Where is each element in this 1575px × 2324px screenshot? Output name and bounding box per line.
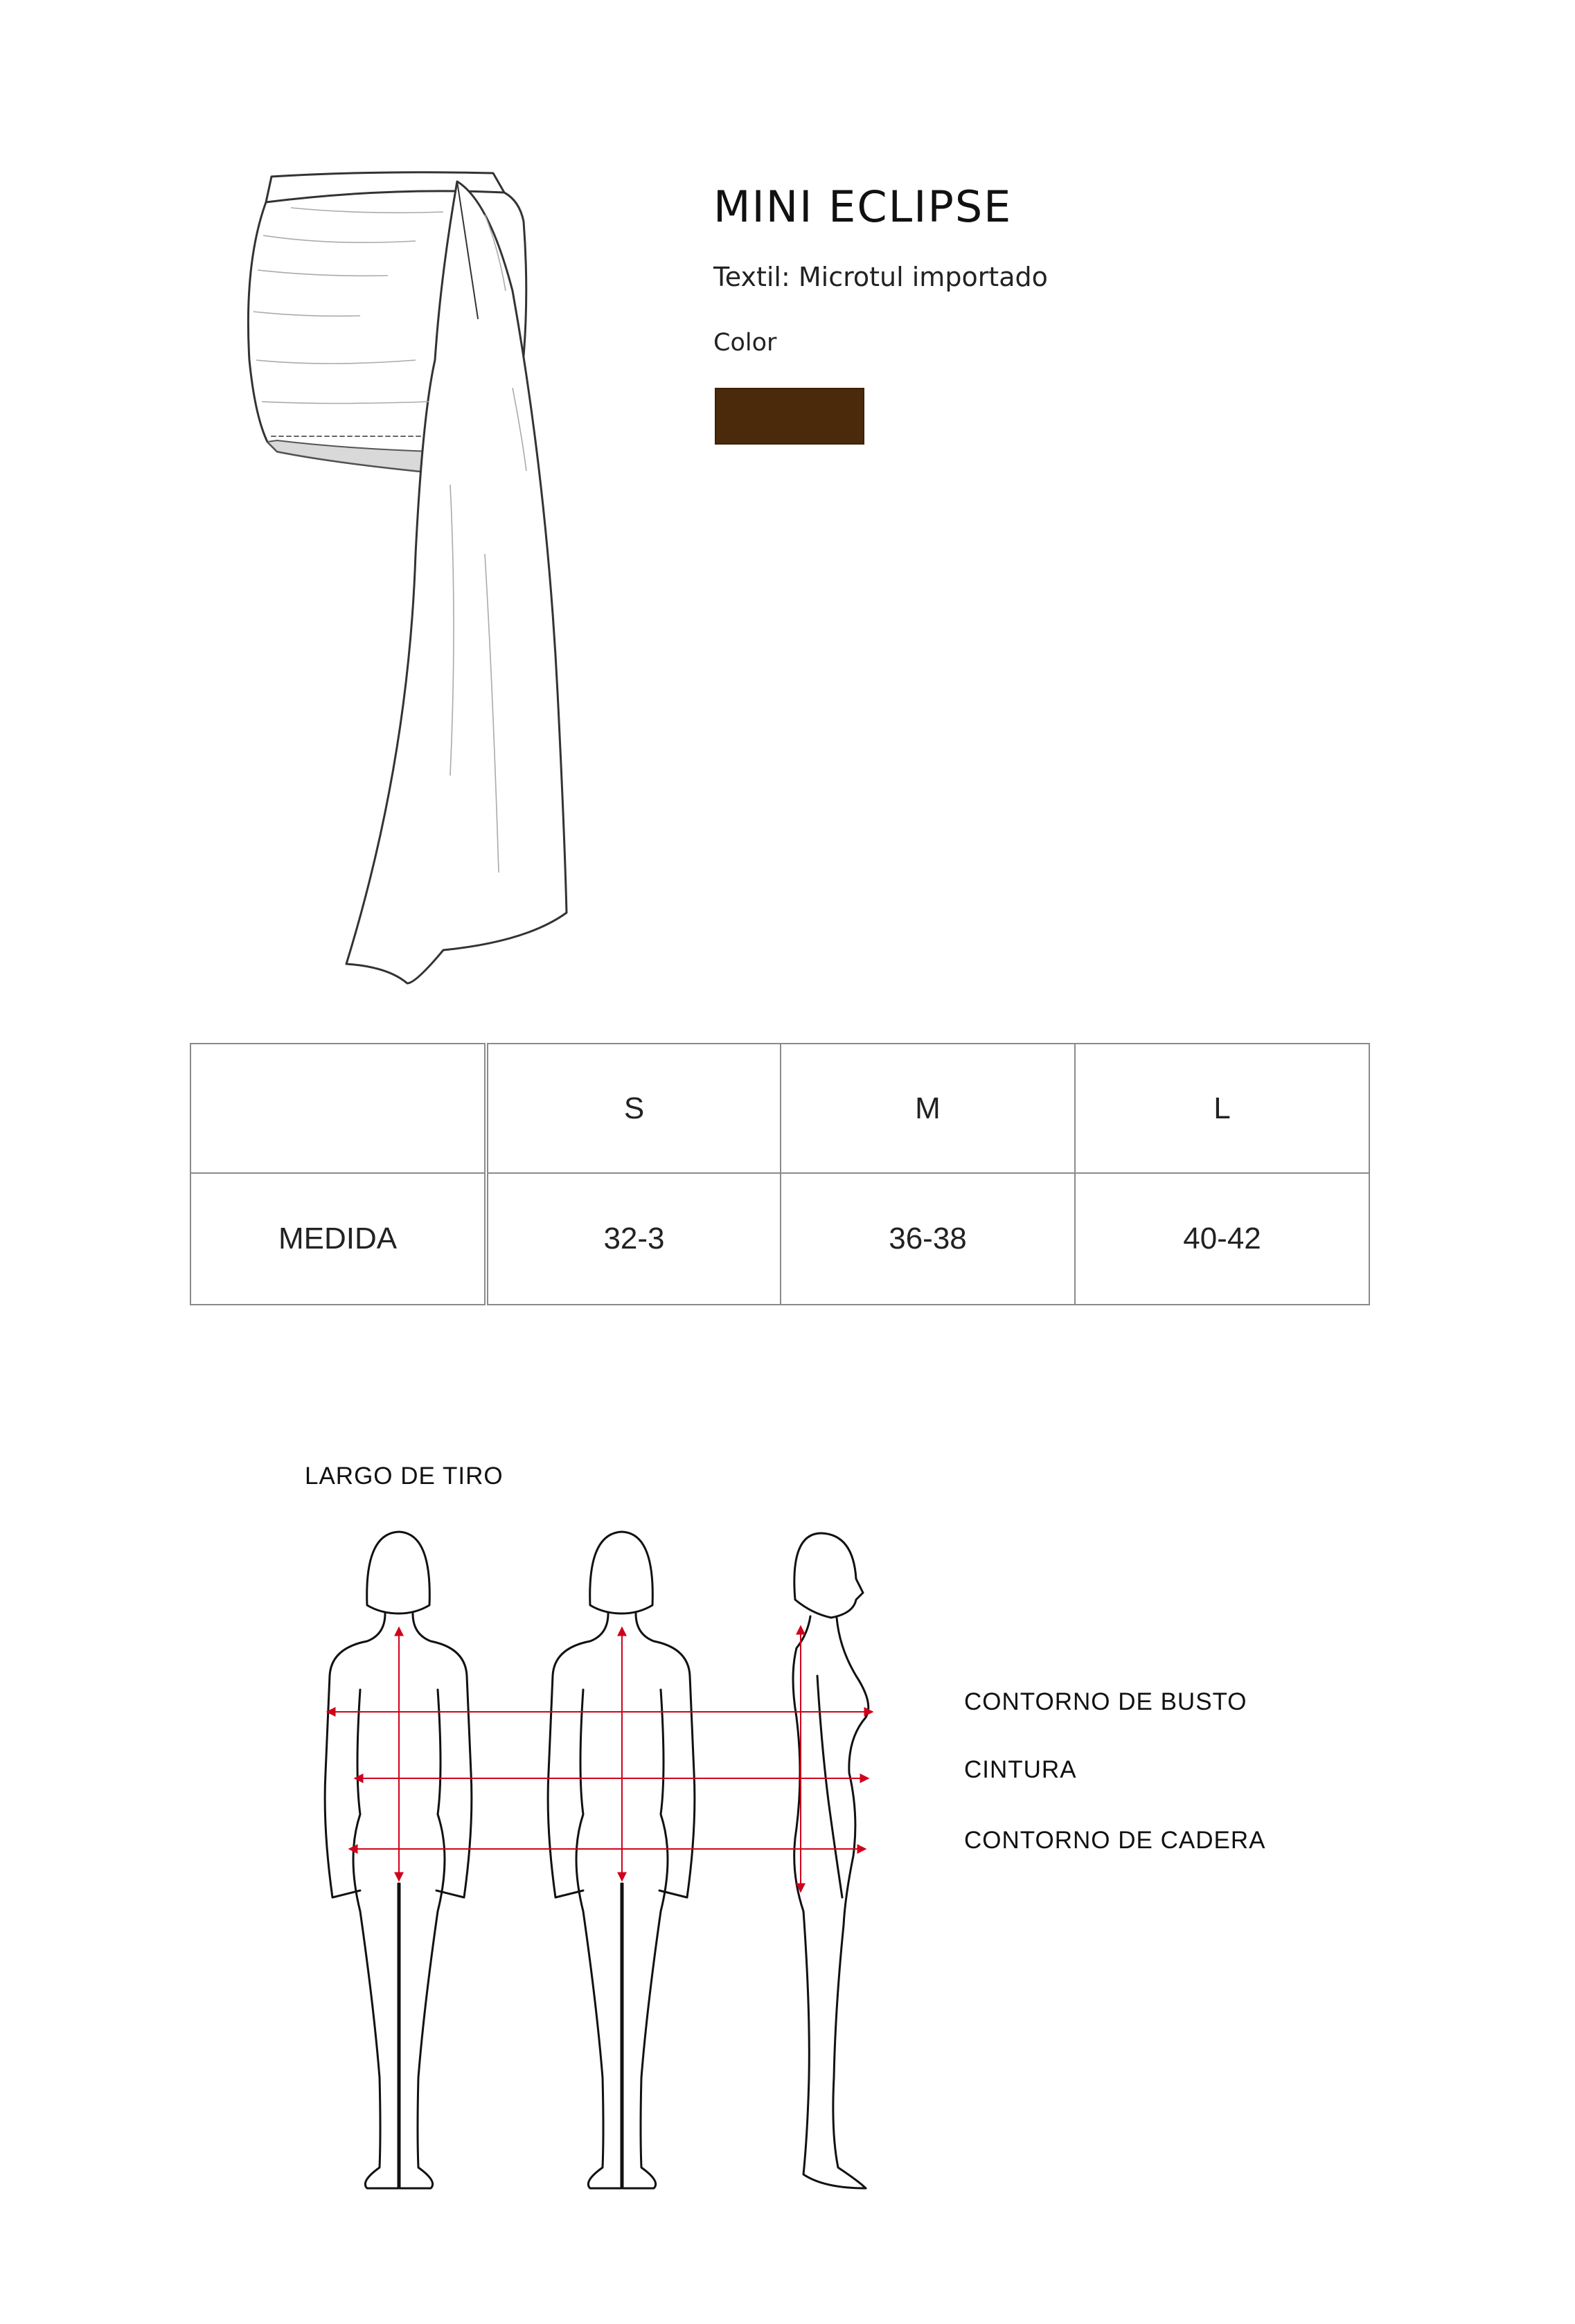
size-table	[190, 1043, 1370, 1305]
measure-l: 40-42	[1075, 1173, 1369, 1305]
row-label-medida: MEDIDA	[190, 1173, 486, 1305]
color-swatch	[715, 388, 864, 445]
skirt-sketch-icon	[0, 0, 1575, 1004]
label-cintura: CINTURA	[964, 1756, 1077, 1783]
table-header-row	[190, 1044, 1369, 1173]
product-title: MINI ECLIPSE	[713, 181, 1013, 232]
measure-m: 36-38	[781, 1173, 1075, 1305]
label-largo-de-tiro: LARGO DE TIRO	[305, 1463, 504, 1490]
table-header-empty	[190, 1044, 486, 1173]
size-header-s: S	[486, 1044, 781, 1173]
label-contorno-busto: CONTORNO DE BUSTO	[964, 1688, 1247, 1715]
body-measurement-figures-icon	[0, 1510, 1575, 2216]
color-label: Color	[713, 329, 777, 357]
size-header-l: L	[1075, 1044, 1369, 1173]
table-row	[190, 1173, 1369, 1305]
label-contorno-cadera: CONTORNO DE CADERA	[964, 1827, 1266, 1854]
textile-info: Textil: Microtul importado	[713, 262, 1048, 292]
figure-side	[793, 1533, 869, 2188]
measure-s: 32-3	[486, 1173, 781, 1305]
size-header-m: M	[781, 1044, 1075, 1173]
